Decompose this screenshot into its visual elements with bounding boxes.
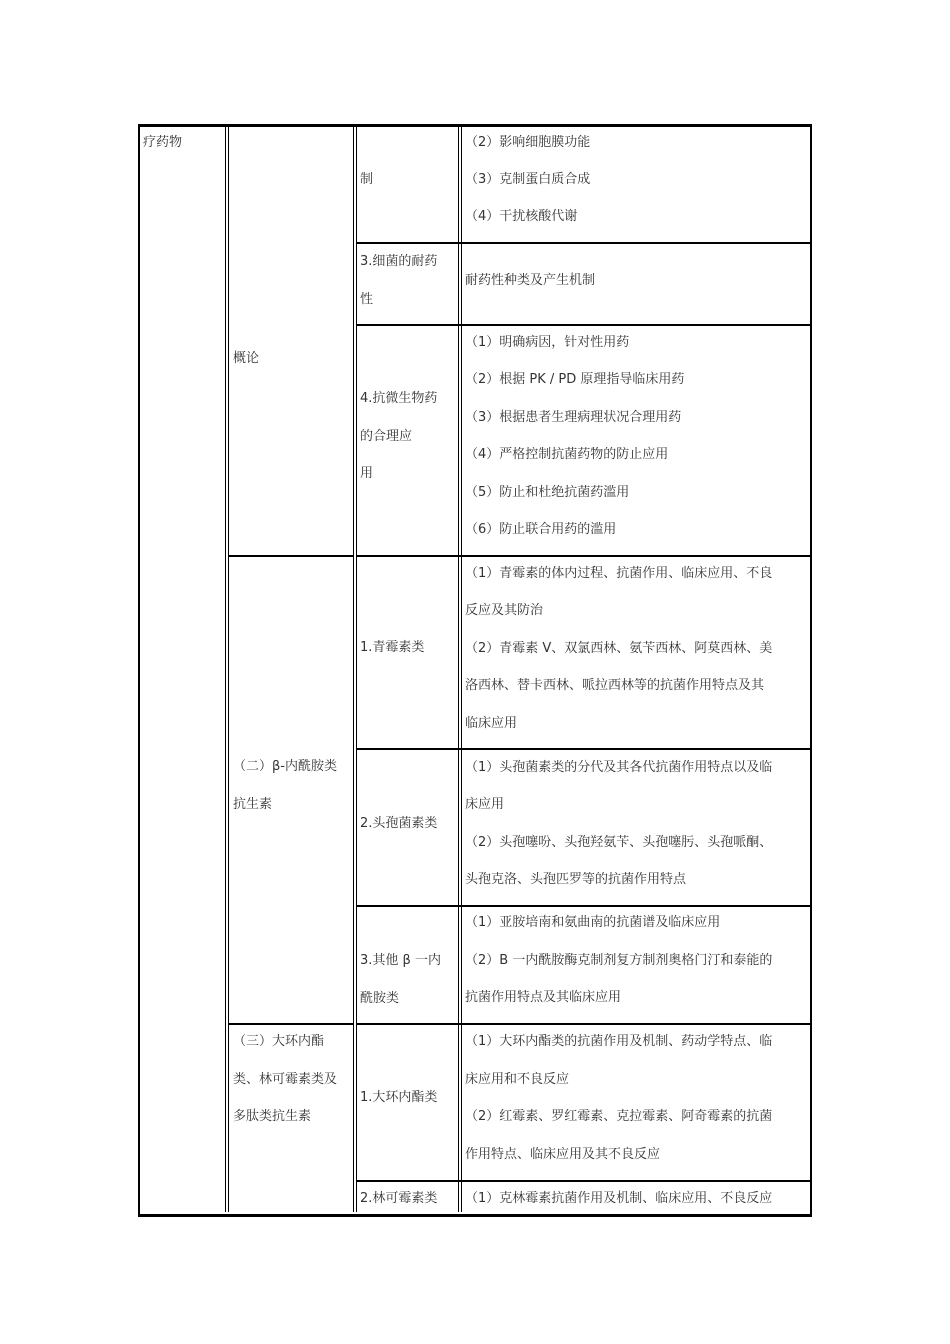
detail-line: （4）干扰核酸代谢 <box>465 209 578 224</box>
table-right-border <box>810 124 812 1217</box>
detail-line: （5）防止和杜绝抗菌药滥用 <box>465 485 630 500</box>
row-divider <box>357 748 810 750</box>
topic-other-beta-line2: 酰胺类 <box>360 991 400 1006</box>
topic-rational-line2: 的合理应 <box>360 429 413 444</box>
detail-line: （4）严格控制抗菌药物的防止应用 <box>465 447 669 462</box>
detail-line: 床应用和不良反应 <box>465 1072 570 1087</box>
topic-resistance-line1: 3.细菌的耐药 <box>360 254 438 269</box>
col-divider <box>353 126 354 1212</box>
detail-line: （3）根据患者生理病理状况合理用药 <box>465 410 682 425</box>
detail-line: （2）根据 PK / PD 原理指导临床用药 <box>465 372 685 387</box>
row-divider <box>357 905 810 907</box>
topic-mechanism-tail: 制 <box>360 172 374 187</box>
row-divider <box>357 1023 810 1025</box>
section-macrolide-line2: 类、林可霉素类及 <box>233 1072 338 1087</box>
detail-line: 临床应用 <box>465 716 518 731</box>
row-divider <box>229 1023 354 1025</box>
category-cell: 疗药物 <box>143 135 183 150</box>
table-bottom-border <box>138 1214 812 1217</box>
row-divider <box>357 242 810 244</box>
row-divider <box>357 324 810 326</box>
row-divider <box>229 555 354 557</box>
topic-macrolide: 1.大环内酯类 <box>360 1090 438 1105</box>
row-divider <box>357 555 810 557</box>
detail-line: （2）影响细胞膜功能 <box>465 135 591 150</box>
section-macrolide-line1: （三）大环内酯 <box>233 1034 325 1049</box>
topic-rational-line3: 用 <box>360 466 374 481</box>
detail-line: （1）亚胺培南和氨曲南的抗菌谱及临床应用 <box>465 915 721 930</box>
topic-other-beta-line1: 3.其他 β 一内 <box>360 953 441 968</box>
detail-line: （1）青霉素的体内过程、抗菌作用、临床应用、不良 <box>465 566 773 581</box>
topic-cephalosporin: 2.头孢菌素类 <box>360 816 438 831</box>
section-beta-lactam-line2: 抗生素 <box>233 797 273 812</box>
detail-line: 抗菌作用特点及其临床应用 <box>465 990 622 1005</box>
detail-line: （3）克制蛋白质合成 <box>465 172 591 187</box>
detail-line: （1）头孢菌素类的分代及其各代抗菌作用特点以及临 <box>465 760 773 775</box>
table-top-border <box>138 124 812 127</box>
topic-resistance-line2: 性 <box>360 292 374 307</box>
detail-line: （1）明确病因，针对性用药 <box>465 335 630 350</box>
detail-line: （2）红霉素、罗红霉素、克拉霉素、阿奇霉素的抗菌 <box>465 1109 773 1124</box>
table-left-border <box>138 124 140 1217</box>
detail-line: （1）大环内酯类的抗菌作用及机制、药动学特点、临 <box>465 1034 773 1049</box>
detail-line: （6）防止联合用药的滥用 <box>465 522 617 537</box>
section-beta-lactam-line1: （二）β-内酰胺类 <box>233 759 337 774</box>
col-divider <box>228 126 229 1212</box>
detail-line: （1）克林霉素抗菌作用及机制、临床应用、不良反应 <box>465 1191 773 1206</box>
detail-line: 床应用 <box>465 797 505 812</box>
detail-line: 洛西林、替卡西林、哌拉西林等的抗菌作用特点及其 <box>465 678 765 693</box>
detail-line: （2）B 一内酰胺酶克制剂复方制剂奥格门汀和泰能的 <box>465 953 773 968</box>
detail-line: 反应及其防治 <box>465 603 544 618</box>
detail-line: 头孢克洛、头孢匹罗等的抗菌作用特点 <box>465 872 687 887</box>
section-intro: 概论 <box>233 351 260 366</box>
topic-lincomycin: 2.林可霉素类 <box>360 1191 438 1206</box>
detail-line: 耐药性种类及产生机制 <box>465 273 596 288</box>
col-divider <box>461 126 462 1212</box>
topic-penicillin: 1.青霉素类 <box>360 640 425 655</box>
detail-line: （2）头孢噻吩、头孢羟氨苄、头孢噻肟、头孢哌酮、 <box>465 835 773 850</box>
detail-line: 作用特点、临床应用及其不良反应 <box>465 1147 661 1162</box>
row-divider <box>357 1180 810 1182</box>
topic-rational-line1: 4.抗微生物药 <box>360 391 438 406</box>
detail-line: （2）青霉素 V、双氯西林、氨苄西林、阿莫西林、美 <box>465 641 773 656</box>
col-divider <box>356 126 357 1212</box>
section-macrolide-line3: 多肽类抗生素 <box>233 1109 312 1124</box>
col-divider <box>225 126 226 1212</box>
col-divider <box>458 126 459 1212</box>
